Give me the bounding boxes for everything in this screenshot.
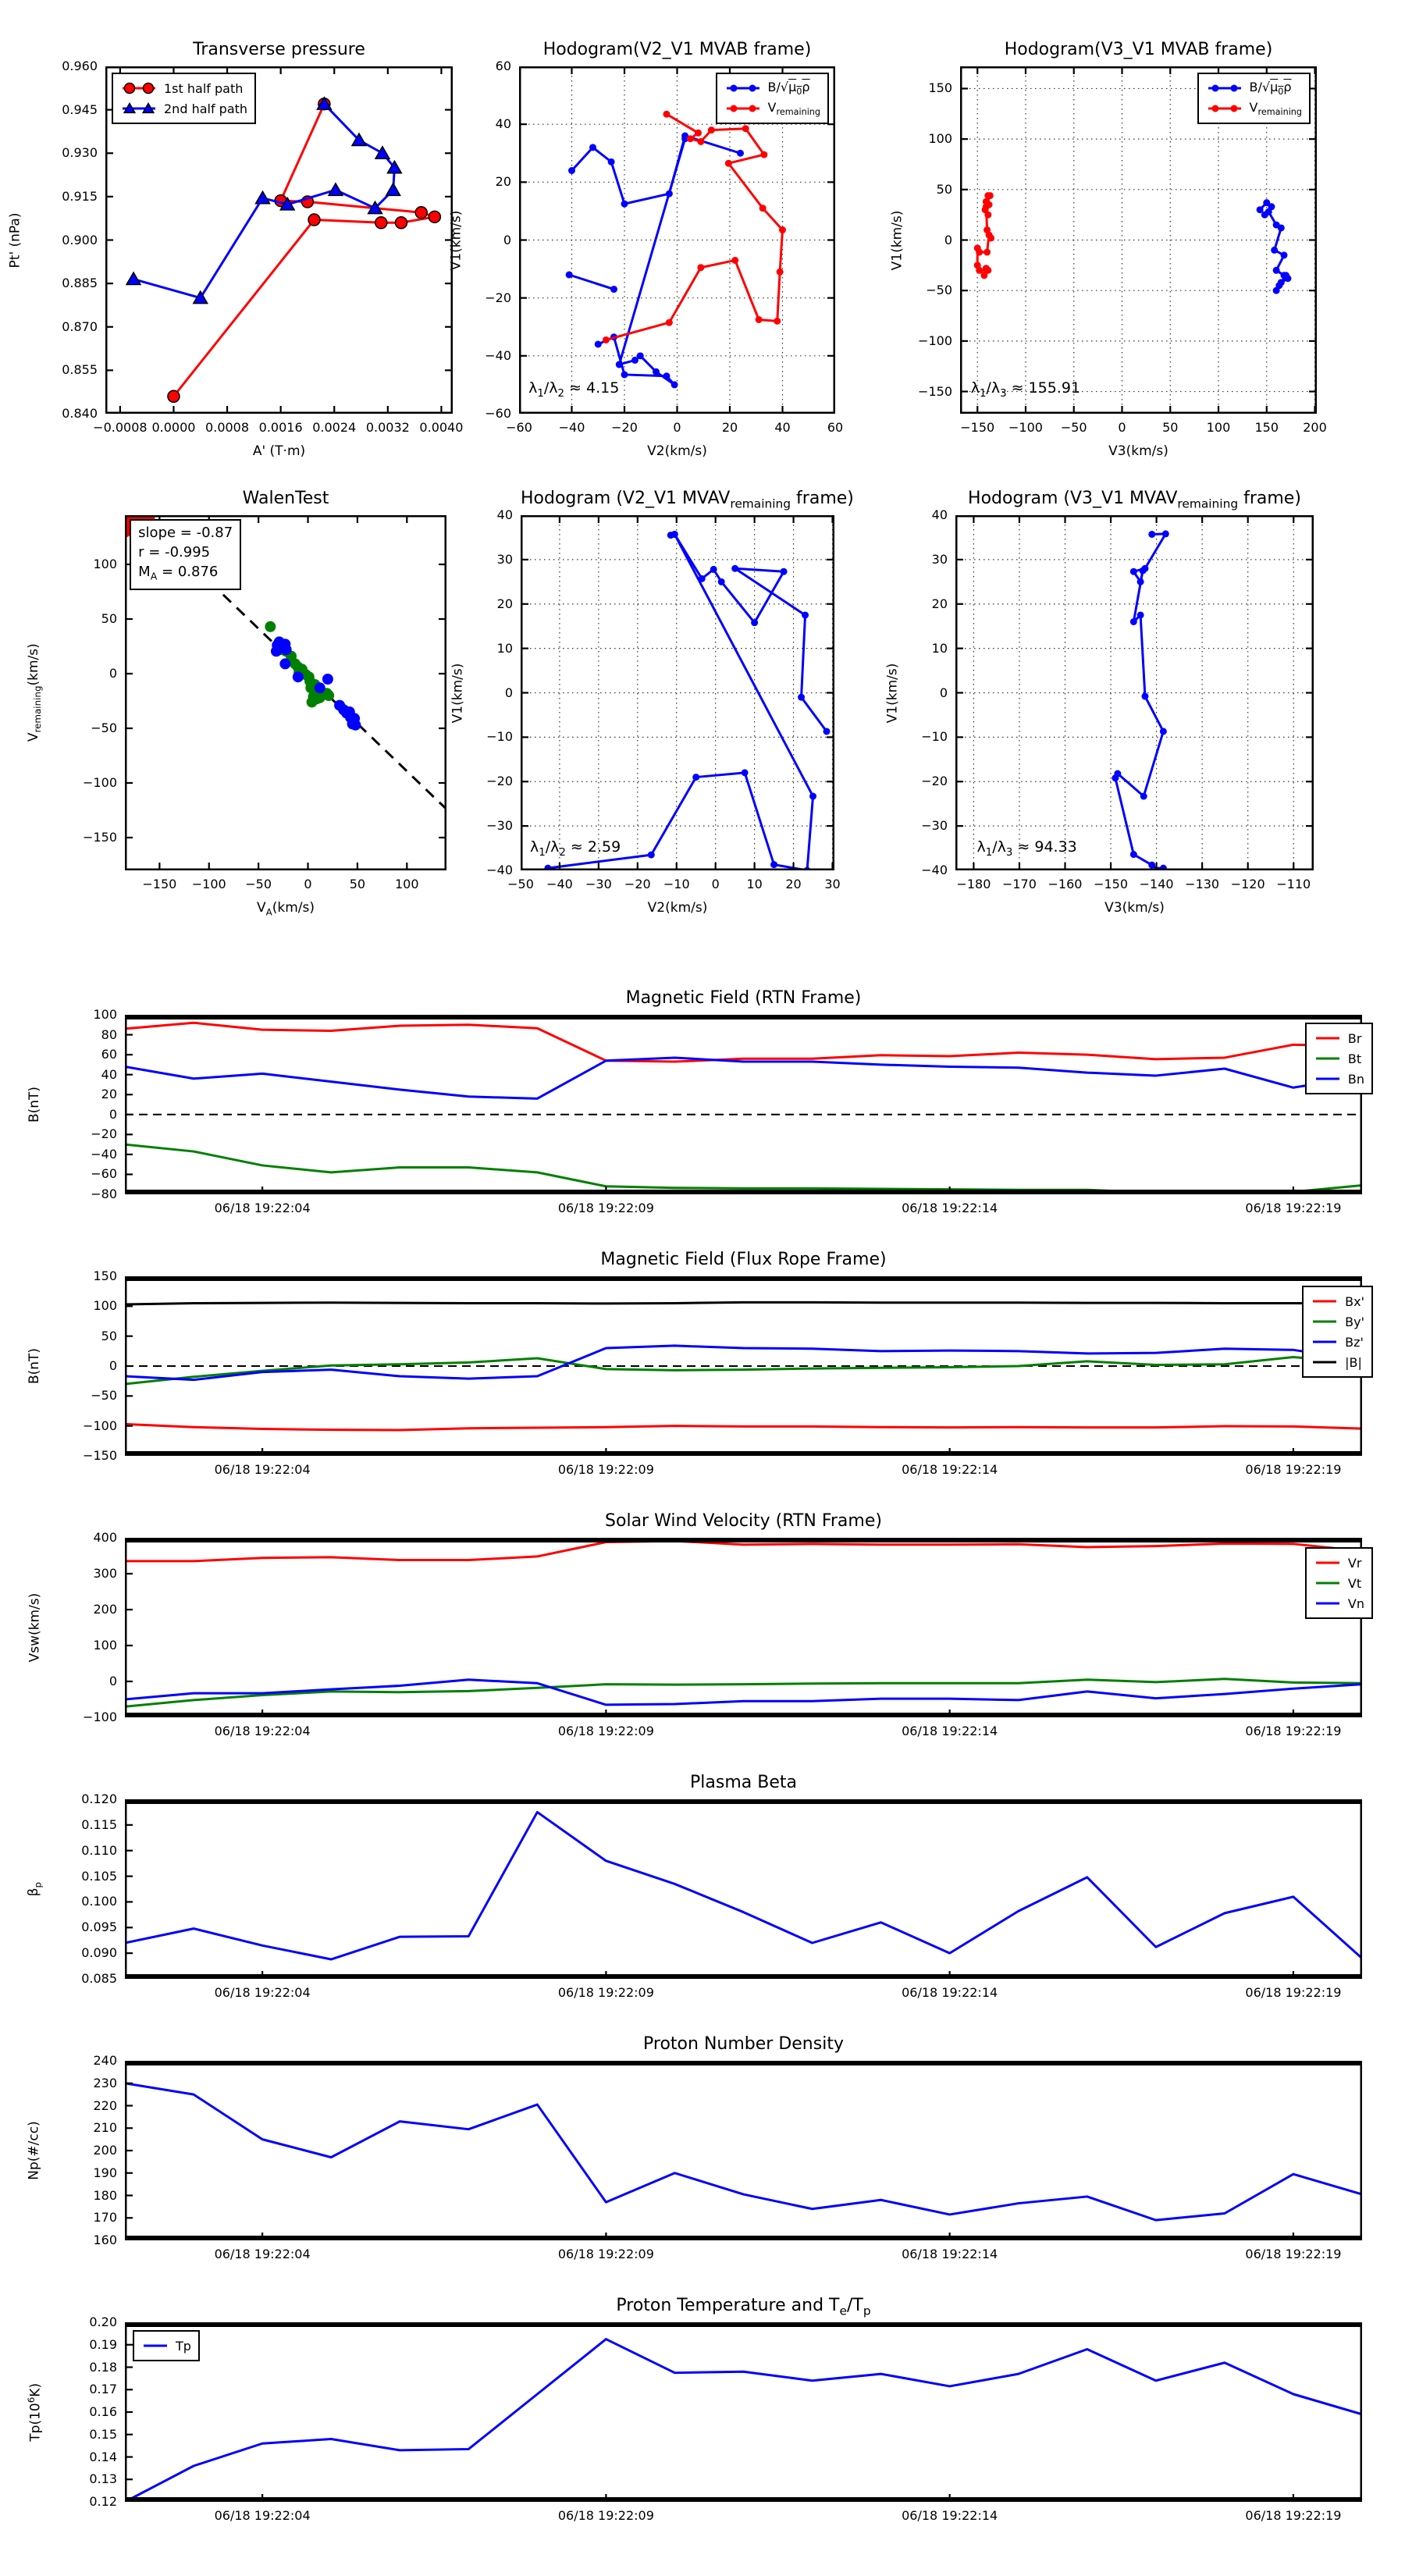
x-tick-label: 0 [673, 420, 681, 435]
legend-item [1311, 1311, 1364, 1332]
y-tick-label: 0.18 [89, 2359, 117, 2375]
y-axis-label: Np(#/cc) [27, 2121, 42, 2180]
y-tick-label: 100 [928, 131, 952, 147]
panel-title: Transverse pressure [193, 40, 365, 59]
x-tick-label: 06/18 19:22:14 [902, 2247, 998, 2261]
y-tick-label: −100 [83, 1418, 117, 1433]
x-tick-label: 0.0016 [258, 420, 303, 435]
y-tick-label: 0.855 [62, 362, 98, 378]
y-tick-label: 0.17 [89, 2382, 117, 2397]
legend-swatch [1314, 1576, 1342, 1590]
y-tick-label: 0 [939, 685, 948, 700]
y-tick-label: −150 [83, 1448, 117, 1463]
y-tick-label: 10 [931, 640, 948, 656]
y-tick-label: 40 [101, 1066, 117, 1082]
y-tick-label: −20 [485, 290, 511, 305]
lambda-annotation: $\lambda_1/\lambda_3 \approx 94.33$ [976, 838, 1077, 859]
x-axis-label: V3(km/s) [1104, 900, 1165, 916]
blue-points [315, 682, 325, 693]
y-tick-label: 40 [931, 507, 948, 522]
legend-item-label: Tp [176, 2338, 191, 2354]
panel-hodogram-v3v1-mvav [955, 515, 1314, 870]
y-tick-label: 0.115 [81, 1816, 117, 1832]
x-tick-label: −100 [1008, 420, 1043, 435]
panel-title: Magnetic Field (RTN Frame) [625, 988, 862, 1008]
x-tick-label: 40 [774, 420, 791, 435]
y-tick-label: −10 [921, 729, 948, 745]
y-tick-label: 0 [504, 685, 513, 700]
x-tick-label: 20 [785, 877, 802, 891]
panel-title: Magnetic Field (Flux Rope Frame) [600, 1250, 887, 1269]
x-axis-label: V2(km/s) [647, 900, 708, 916]
legend-swatch [724, 81, 762, 95]
x-tick-label: 50 [1162, 420, 1179, 435]
y-tick-label: 170 [93, 2210, 117, 2226]
legend-item [1206, 78, 1302, 98]
y-axis-label: $Tp(10^6K)$ [25, 2382, 44, 2442]
y-tick-label: 0.085 [81, 1971, 117, 1986]
legend-item-label: $B/√\mu_0\rho$ [1249, 79, 1292, 98]
legend-item [724, 78, 820, 98]
legend-swatch [1311, 1315, 1339, 1329]
y-tick-label: −80 [91, 1187, 117, 1201]
x-tick-label: −100 [191, 877, 226, 891]
panel-magnetic-field-rtn [125, 1015, 1362, 1194]
x-axis-label: $V_A(km/s)$ [256, 900, 315, 918]
x-tick-label: 06/18 19:22:04 [214, 1724, 311, 1738]
y-tick-label: −100 [918, 333, 952, 348]
legend [1305, 1023, 1373, 1094]
legend-swatch [1311, 1294, 1339, 1308]
x-tick-label: 0 [711, 877, 720, 891]
y-axis-label: V1(km/s) [884, 663, 901, 723]
y-tick-label: 400 [93, 1530, 117, 1545]
legend-swatch [1314, 1556, 1342, 1570]
y-tick-label: 0 [108, 666, 117, 681]
y-tick-label: −40 [921, 863, 948, 877]
x-tick-label: 06/18 19:22:19 [1245, 2247, 1342, 2261]
x-tick-label: −50 [1060, 420, 1087, 435]
y-tick-label: 20 [495, 174, 511, 190]
legend-swatch [141, 2339, 169, 2353]
legend-item [1311, 1352, 1364, 1372]
y-tick-label: −10 [486, 729, 513, 745]
panel-solar-wind-velocity [125, 1538, 1362, 1717]
y-tick-label: 10 [496, 640, 513, 656]
y-tick-label: 0.915 [62, 188, 98, 204]
y-axis-label: B(nT) [27, 1086, 42, 1123]
x-tick-label: 200 [1303, 420, 1327, 435]
x-tick-label: −170 [1001, 877, 1037, 891]
blue-points [281, 644, 292, 655]
y-tick-label: −30 [921, 818, 948, 834]
legend [1305, 1547, 1373, 1619]
x-tick-label: 06/18 19:22:09 [557, 1724, 654, 1738]
y-tick-label: −60 [91, 1166, 117, 1182]
legend-item-label: $B/√\mu_0\rho$ [767, 79, 810, 98]
legend-item-label: Bn [1347, 1071, 1364, 1087]
legend-item [1311, 1332, 1364, 1352]
x-tick-label: 06/18 19:22:14 [902, 1201, 998, 1215]
legend [716, 73, 829, 124]
legend-swatch [1206, 81, 1243, 95]
legend-swatch [1314, 1596, 1342, 1610]
panel-title: WalenTest [242, 489, 329, 508]
y-tick-label: 30 [931, 551, 948, 567]
x-tick-label: 06/18 19:22:14 [902, 2508, 998, 2523]
x-tick-label: 0.0040 [419, 420, 464, 435]
panel-hodogram-v2v1-mvav [521, 515, 834, 870]
blue-points [293, 671, 304, 682]
y-tick-label: −20 [91, 1126, 117, 1142]
x-tick-label: 06/18 19:22:09 [557, 2508, 654, 2523]
x-tick-label: 06/18 19:22:09 [557, 1201, 654, 1215]
y-tick-label: −20 [486, 774, 513, 789]
x-tick-label: 06/18 19:22:09 [557, 1985, 654, 2000]
lambda-annotation: $\lambda_1/\lambda_2 \approx 2.59$ [530, 838, 621, 859]
y-tick-label: 200 [93, 2143, 117, 2158]
y-tick-label: 150 [928, 80, 952, 96]
x-tick-label: 100 [1206, 420, 1231, 435]
y-tick-label: −100 [83, 1710, 117, 1724]
x-tick-label: 20 [721, 420, 738, 435]
legend-swatch [1314, 1031, 1342, 1045]
blue-points [322, 674, 333, 685]
x-tick-label: 0.0000 [151, 420, 196, 435]
y-tick-label: 0.100 [81, 1894, 117, 1909]
x-tick-label: 06/18 19:22:19 [1245, 1201, 1342, 1215]
y-tick-label: 60 [495, 59, 511, 73]
panel-title: Proton Number Density [643, 2034, 844, 2054]
y-tick-label: 0 [108, 1106, 117, 1122]
x-tick-label: 06/18 19:22:19 [1245, 1985, 1342, 2000]
y-tick-label: 100 [93, 1007, 117, 1022]
x-tick-label: 60 [827, 420, 844, 435]
x-tick-label: 0.0008 [205, 420, 250, 435]
x-tick-label: 06/18 19:22:09 [557, 2247, 654, 2261]
legend-item [1314, 1593, 1364, 1614]
legend-item [724, 98, 820, 119]
y-tick-label: 50 [936, 181, 952, 197]
y-tick-label: 40 [495, 116, 511, 132]
x-tick-label: 06/18 19:22:04 [214, 2508, 311, 2523]
blue-points [271, 646, 282, 656]
x-tick-label: −110 [1276, 877, 1311, 891]
legend-item [1314, 1069, 1364, 1089]
legend-item-label: Vn [1347, 1596, 1364, 1611]
legend-item-label: Bx' [1345, 1293, 1364, 1309]
green-points [323, 690, 334, 701]
x-tick-label: 0 [1118, 420, 1126, 435]
legend-swatch [1311, 1335, 1339, 1349]
y-tick-label: −40 [485, 347, 511, 363]
y-tick-label: 0.12 [89, 2494, 117, 2509]
x-tick-label: 06/18 19:22:19 [1245, 1724, 1342, 1738]
legend [112, 73, 256, 124]
y-tick-label: −150 [83, 830, 117, 845]
legend-item [1314, 1553, 1364, 1573]
panel-title: Proton Temperature and $T_e/T_p$ [616, 2296, 871, 2318]
y-axis-label: B(nT) [27, 1347, 42, 1385]
panel-title: Hodogram (V3_V1 $MVAV_{remaining}$ frame) [968, 489, 1301, 511]
legend-swatch [1206, 101, 1243, 116]
legend-item-label: 2nd half path [164, 101, 248, 116]
y-tick-label: 0.900 [62, 232, 98, 247]
lambda-annotation: $\lambda_1/\lambda_3 \approx 155.91$ [970, 379, 1081, 400]
y-tick-label: 60 [101, 1047, 117, 1062]
x-tick-label: 0.0032 [365, 420, 410, 435]
y-tick-label: −150 [918, 383, 952, 399]
y-tick-label: −20 [921, 774, 948, 789]
x-tick-label: −20 [624, 877, 651, 891]
y-tick-label: 20 [496, 596, 513, 611]
x-tick-label: 06/18 19:22:04 [214, 1201, 311, 1215]
y-tick-label: 30 [496, 551, 513, 567]
x-tick-label: 06/18 19:22:19 [1245, 2508, 1342, 2523]
legend-item [120, 98, 247, 119]
y-tick-label: −60 [485, 406, 511, 421]
y-tick-label: 0.120 [81, 1791, 117, 1806]
y-tick-label: 0 [944, 232, 952, 247]
x-tick-label: 10 [746, 877, 763, 891]
x-tick-label: 06/18 19:22:14 [902, 1462, 998, 1477]
legend-item-label: $V_{remaining}$ [767, 99, 820, 118]
panel-plasma-beta [125, 1799, 1362, 1979]
y-tick-label: −30 [486, 818, 513, 834]
y-tick-label: 0.19 [89, 2336, 117, 2352]
y-tick-label: 50 [101, 611, 117, 626]
x-tick-label: 06/18 19:22:04 [214, 1462, 311, 1477]
x-tick-label: 100 [395, 877, 419, 891]
y-tick-label: 240 [93, 2053, 117, 2068]
legend-item [141, 2336, 191, 2356]
y-axis-label: V1(km/s) [448, 210, 464, 270]
y-tick-label: 0.840 [62, 406, 98, 421]
x-tick-label: 06/18 19:22:04 [214, 1985, 311, 2000]
legend-swatch [1311, 1355, 1339, 1369]
x-tick-label: −10 [663, 877, 690, 891]
y-tick-label: 40 [496, 507, 513, 522]
y-tick-label: 300 [93, 1566, 117, 1581]
stats-annotation: slope = -0.87 r = -0.995 $M_A = 0.876$ [130, 519, 241, 590]
y-tick-label: 80 [101, 1026, 117, 1042]
y-tick-label: 180 [93, 2187, 117, 2203]
legend-swatch [120, 81, 158, 95]
panel-title: Solar Wind Velocity (RTN Frame) [605, 1511, 882, 1531]
x-tick-label: −150 [1094, 877, 1129, 891]
y-tick-label: 0.13 [89, 2471, 117, 2487]
y-tick-label: 200 [93, 1602, 117, 1617]
legend-item [1311, 1291, 1364, 1311]
y-tick-label: 220 [93, 2097, 117, 2113]
y-axis-label: $V_{remaining}(km/s)$ [25, 643, 44, 742]
x-tick-label: 150 [1254, 420, 1279, 435]
legend [1302, 1286, 1373, 1378]
panel-proton-temperature [125, 2322, 1362, 2502]
y-tick-label: 0.14 [89, 2449, 117, 2464]
x-tick-label: −130 [1185, 877, 1220, 891]
legend-swatch [724, 101, 762, 116]
x-tick-label: −30 [585, 877, 612, 891]
y-tick-label: 230 [93, 2075, 117, 2090]
panel-title: Hodogram (V2_V1 $MVAV_{remaining}$ frame) [521, 489, 854, 511]
y-tick-label: −100 [83, 775, 117, 790]
panel-proton-number-density [125, 2061, 1362, 2240]
x-tick-label: 06/18 19:22:14 [902, 1985, 998, 2000]
y-axis-label: V1(km/s) [889, 210, 905, 270]
y-tick-label: 100 [93, 1298, 117, 1314]
x-tick-label: −150 [960, 420, 995, 435]
legend-item-label: Br [1347, 1030, 1362, 1046]
y-tick-label: −50 [91, 720, 117, 735]
y-tick-label: 0.105 [81, 1868, 117, 1884]
y-tick-label: −50 [926, 283, 952, 298]
legend-swatch [120, 101, 158, 116]
y-tick-label: 0.930 [62, 145, 98, 161]
x-tick-label: 06/18 19:22:09 [557, 1462, 654, 1477]
y-tick-label: 0.870 [62, 318, 98, 334]
y-tick-label: 0.15 [89, 2426, 117, 2442]
y-tick-label: 160 [93, 2233, 117, 2247]
y-tick-label: −50 [91, 1388, 117, 1404]
y-axis-label: Pt' (nPa) [7, 212, 23, 268]
x-axis-label: V2(km/s) [647, 443, 707, 459]
x-tick-label: −120 [1230, 877, 1265, 891]
y-axis-label: Vsw(km/s) [27, 1592, 42, 1663]
x-tick-label: −20 [611, 420, 638, 435]
y-tick-label: 0 [108, 1358, 117, 1373]
x-tick-label: 0 [304, 877, 312, 891]
x-tick-label: −150 [142, 877, 177, 891]
x-tick-label: −60 [506, 420, 532, 435]
legend-item [1314, 1573, 1364, 1593]
y-axis-label: $\beta_p$ [25, 1881, 44, 1897]
legend-item [1314, 1028, 1364, 1048]
legend-item-label: By' [1345, 1314, 1364, 1329]
legend-item [1314, 1048, 1364, 1069]
legend-swatch [1314, 1051, 1342, 1066]
y-tick-label: 100 [93, 557, 117, 571]
x-tick-label: 0.0024 [312, 420, 357, 435]
legend [133, 2330, 200, 2361]
x-tick-label: 06/18 19:22:19 [1245, 1462, 1342, 1477]
legend-item-label: Vr [1347, 1555, 1362, 1571]
y-tick-label: 0 [503, 232, 511, 247]
y-tick-label: 0.885 [62, 276, 98, 291]
y-tick-label: −40 [486, 863, 513, 877]
panel-title: Hodogram(V3_V1 MVAB frame) [1004, 40, 1273, 59]
x-tick-label: −180 [956, 877, 991, 891]
y-axis-label: V1(km/s) [450, 663, 466, 723]
y-tick-label: 0.20 [89, 2314, 117, 2329]
x-tick-label: −140 [1139, 877, 1174, 891]
x-tick-label: 50 [349, 877, 366, 891]
x-tick-label: 06/18 19:22:04 [214, 2247, 311, 2261]
lambda-annotation: $\lambda_1/\lambda_2 \approx 4.15$ [528, 379, 620, 400]
legend-item-label: Bt [1347, 1051, 1362, 1066]
x-axis-label: A' (T·m) [252, 443, 306, 459]
x-tick-label: −160 [1048, 877, 1083, 891]
y-tick-label: 100 [93, 1638, 117, 1653]
legend-item-label: Vt [1347, 1575, 1362, 1591]
x-tick-label: 30 [824, 877, 841, 891]
y-tick-label: 0.110 [81, 1842, 117, 1858]
green-points [265, 621, 276, 632]
y-tick-label: 50 [101, 1328, 117, 1343]
legend-item [1206, 98, 1302, 119]
x-tick-label: −0.0008 [93, 420, 148, 435]
x-tick-label: −50 [507, 877, 534, 891]
y-tick-label: 0.090 [81, 1945, 117, 1961]
legend-item-label: $V_{remaining}$ [1249, 99, 1302, 118]
y-tick-label: 210 [93, 2120, 117, 2136]
panel-title: Hodogram(V2_V1 MVAB frame) [542, 40, 812, 59]
y-tick-label: 0 [108, 1674, 117, 1688]
x-tick-label: 06/18 19:22:14 [902, 1724, 998, 1738]
x-tick-label: −50 [245, 877, 272, 891]
y-tick-label: 20 [931, 596, 948, 611]
y-tick-label: 190 [93, 2165, 117, 2180]
x-axis-label: V3(km/s) [1108, 443, 1168, 459]
legend-item [120, 78, 247, 98]
y-tick-label: 20 [101, 1087, 117, 1102]
y-tick-label: 0.945 [62, 101, 98, 117]
x-tick-label: −40 [546, 877, 573, 891]
legend-item-label: Bz' [1345, 1334, 1364, 1350]
panel-title: Plasma Beta [690, 1773, 797, 1792]
panel-magnetic-field-flux-rope [125, 1276, 1362, 1456]
legend [1197, 73, 1311, 124]
legend-swatch [1314, 1072, 1342, 1086]
y-tick-label: 0.16 [89, 2404, 117, 2419]
y-tick-label: 0.095 [81, 1920, 117, 1935]
y-tick-label: −40 [91, 1146, 117, 1162]
legend-item-label: 1st half path [164, 80, 244, 96]
legend-item-label: |B| [1345, 1354, 1362, 1370]
x-tick-label: −40 [558, 420, 585, 435]
blue-points [350, 720, 361, 731]
blue-points [279, 658, 290, 669]
y-tick-label: 150 [93, 1268, 117, 1283]
y-tick-label: 0.960 [62, 59, 98, 73]
